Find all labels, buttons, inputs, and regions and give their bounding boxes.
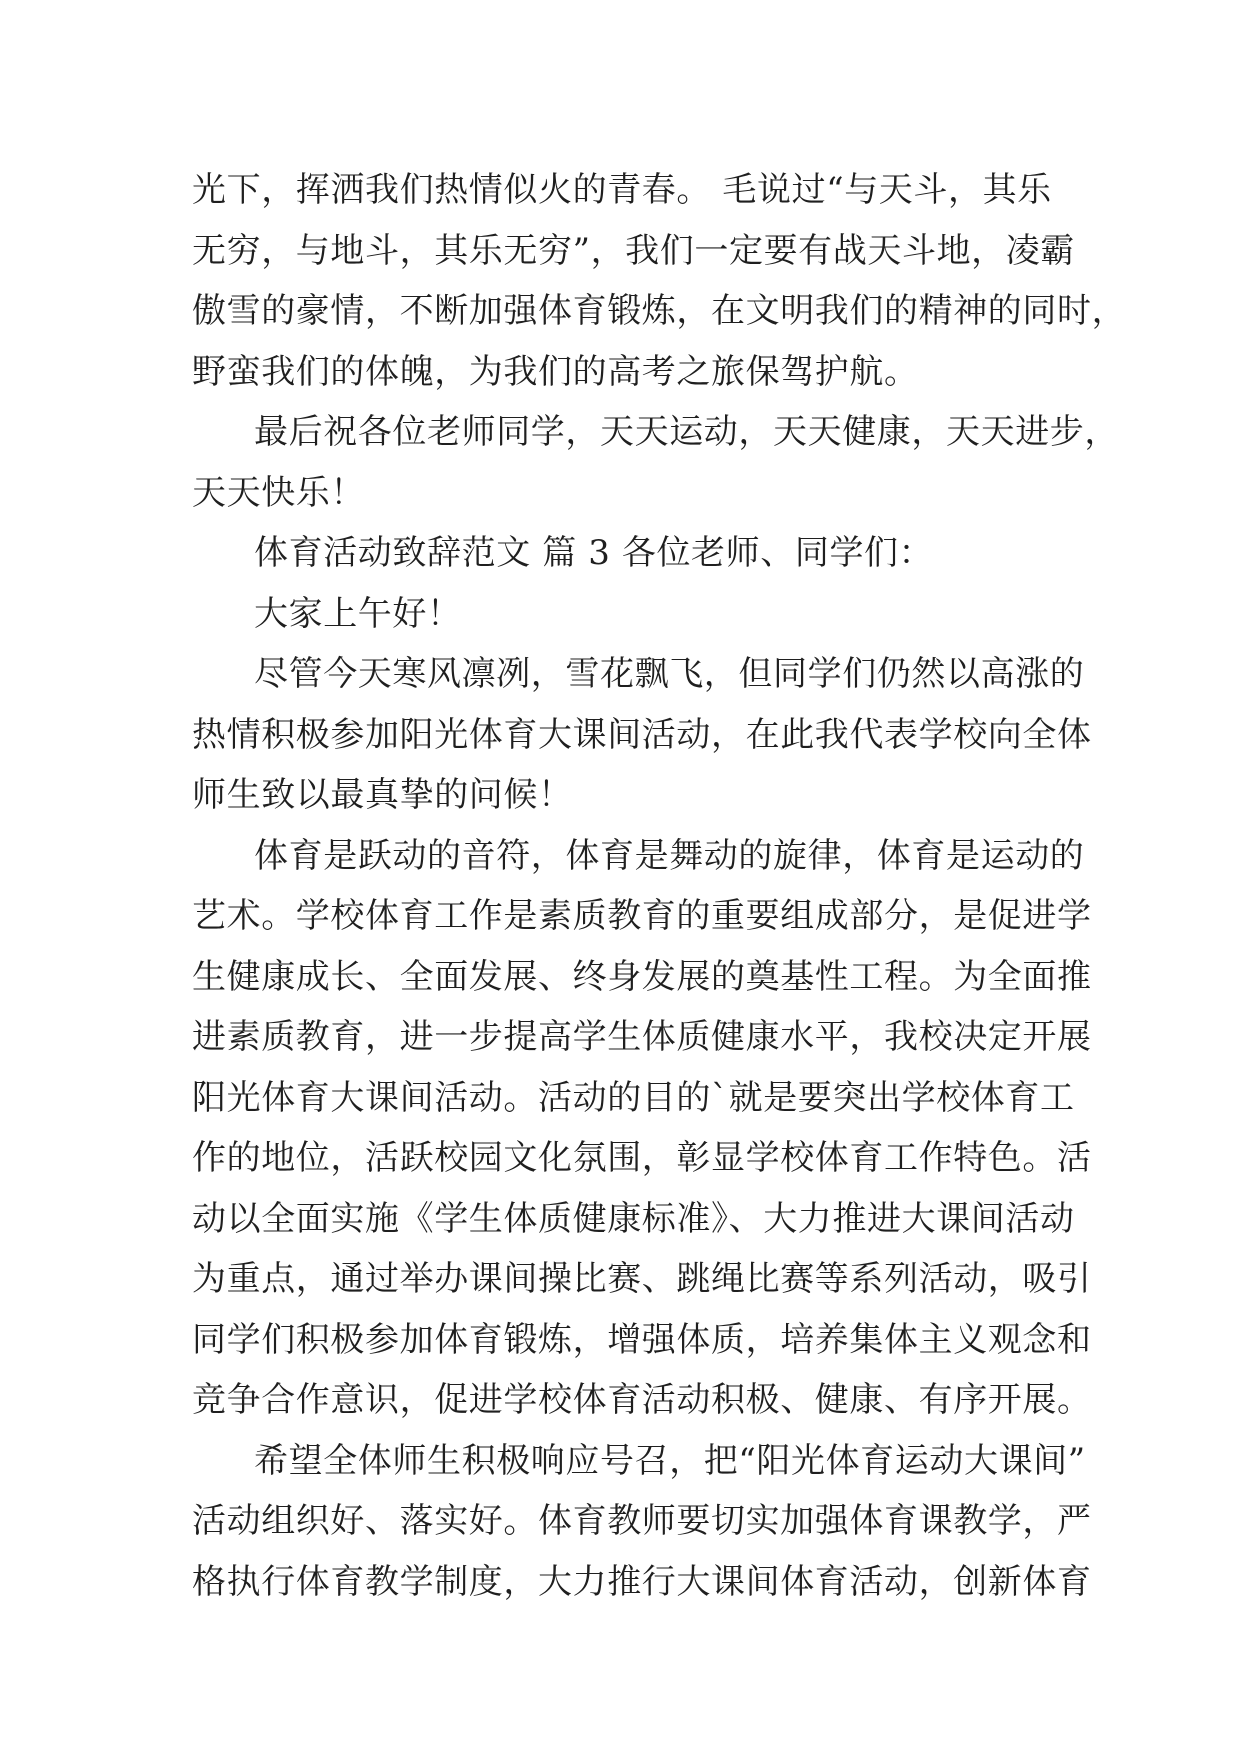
text-line: 体育活动致辞范文 篇 3 各位老师、同学们：: [254, 533, 934, 573]
text-line: 无穷，与地斗，其乐无穷”，我们一定要有战天斗地，凌霸: [192, 230, 1075, 271]
text-line: 光下，挥洒我们热情似火的青春。 毛说过“与天斗，其乐: [192, 170, 1052, 210]
text-line: 格执行体育教学制度，大力推行大课间体育活动，创新体育: [192, 1561, 1092, 1602]
text-line: 为重点，通过举办课间操比赛、跳绳比赛等系列活动，吸引: [192, 1259, 1092, 1299]
text-line: 热情积极参加阳光体育大课间活动，在此我代表学校向全体: [192, 714, 1092, 755]
text-line: 尽管今天寒风凛冽，雪花飘飞，但同学们仍然以高涨的: [254, 654, 1085, 694]
text-line: 希望全体师生积极响应号召，把“阳光体育运动大课间”: [254, 1440, 1086, 1481]
text-line: 进素质教育，进一步提高学生体质健康水平，我校决定开展: [192, 1017, 1092, 1057]
text-line: 生健康成长、全面发展、终身发展的奠基性工程。为全面推: [192, 956, 1092, 997]
text-line: 最后祝各位老师同学，天天运动，天天健康，天天进步，: [254, 412, 1119, 452]
text-line: 阳光体育大课间活动。活动的目的`就是要突出学校体育工: [192, 1077, 1075, 1118]
text-line: 艺术。学校体育工作是素质教育的重要组成部分，是促进学: [192, 896, 1092, 936]
text-line: 活动组织好、落实好。体育教师要切实加强体育课教学，严: [192, 1501, 1092, 1541]
document-body: [192, 160, 1127, 1612]
text-line: 天天快乐！: [192, 472, 365, 513]
text-line: 动以全面实施《学生体质健康标准》、大力推进大课间活动: [192, 1198, 1075, 1239]
text-line: 大家上午好！: [254, 593, 462, 634]
text-line: 体育是跃动的音符，体育是舞动的旋律，体育是运动的: [254, 835, 1085, 876]
text-line: 野蛮我们的体魄，为我们的高考之旅保驾护航。: [192, 351, 919, 392]
text-line: 竞争合作意识，促进学校体育活动积极、健康、有序开展。: [192, 1380, 1092, 1420]
text-line: 作的地位，活跃校园文化氛围，彰显学校体育工作特色。活: [192, 1138, 1092, 1178]
text-line: 师生致以最真挚的问候！: [192, 775, 573, 815]
text-line: 同学们积极参加体育锻炼，增强体质，培养集体主义观念和: [192, 1319, 1092, 1360]
text-line: 傲雪的豪情，不断加强体育锻炼，在文明我们的精神的同时，: [192, 291, 1127, 331]
